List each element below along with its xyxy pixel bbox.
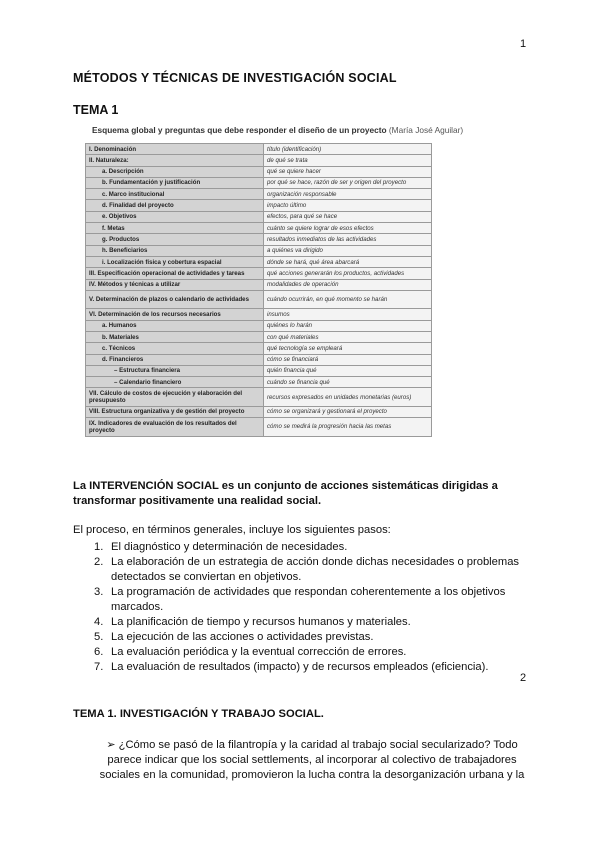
row-value: qué tecnología se empleará [264, 343, 432, 354]
list-item [73, 555, 543, 585]
row-label: IV. Métodos y técnicas a utilizar [86, 279, 264, 290]
intervention-definition: La INTERVENCIÓN SOCIAL es un conjunto de acciones sistemáticas dirigidas a transformar positivamente una realidad social. [73, 480, 498, 507]
table-row [86, 418, 432, 437]
document-title: MÉTODOS Y TÉCNICAS DE INVESTIGACIÓN SOCIAL [73, 71, 397, 85]
row-label: – Estructura financiera [86, 365, 264, 376]
step-text: La evaluación de resultados (impacto) y de recursos empleados (eficiencia). [111, 661, 489, 673]
tema1-heading: TEMA 1. INVESTIGACIÓN Y TRABAJO SOCIAL. [73, 708, 324, 720]
figure-caption [92, 125, 463, 135]
row-label: II. Naturaleza: [86, 155, 264, 166]
row-label: VIII. Estructura organizativa y de gestión del proyecto [86, 406, 264, 417]
project-schema-table [85, 143, 432, 437]
row-value: recursos expresados en unidades monetarias (euros) [264, 388, 432, 407]
row-value: qué se quiere hacer [264, 166, 432, 177]
row-value: resultados inmediatos de las actividades [264, 234, 432, 245]
row-label: I. Denominación [86, 144, 264, 155]
row-value: título (identificación) [264, 144, 432, 155]
step-number: 7. [94, 661, 104, 673]
list-item [73, 660, 543, 675]
row-value: organización responsable [264, 189, 432, 200]
row-value: cómo se medirá la progresión hacia las metas [264, 418, 432, 437]
table-row [86, 343, 432, 354]
step-number: 4. [94, 616, 104, 628]
row-value: con qué materiales [264, 331, 432, 342]
row-label: f. Metas [86, 223, 264, 234]
row-value: cómo se organizará y gestionará el proyecto [264, 406, 432, 417]
row-value: quiénes lo harán [264, 320, 432, 331]
step-number: 1. [94, 541, 104, 553]
row-label: i. Localización física y cobertura espacial [86, 256, 264, 267]
list-item [73, 615, 543, 630]
row-label: VI. Determinación de los recursos necesarios [86, 309, 264, 320]
row-value: a quiénes va dirigido [264, 245, 432, 256]
row-label: b. Fundamentación y justificación [86, 177, 264, 188]
row-value: por qué se hace, razón de ser y origen del proyecto [264, 177, 432, 188]
table-row [86, 211, 432, 222]
table-row [86, 144, 432, 155]
table-row [86, 268, 432, 279]
step-number: 2. [94, 556, 104, 568]
tema-heading: TEMA 1 [73, 103, 119, 117]
list-item [73, 630, 543, 645]
table-row [86, 177, 432, 188]
table-row [86, 189, 432, 200]
tema1-paragraph [93, 738, 531, 783]
table-row [86, 234, 432, 245]
row-label: – Calendario financiero [86, 377, 264, 388]
table-row [86, 279, 432, 290]
figure-author: (María José Aguilar) [388, 125, 464, 135]
row-label: c. Marco institucional [86, 189, 264, 200]
table-row [86, 200, 432, 211]
row-value: cómo se financiará [264, 354, 432, 365]
row-value: cuánto se quiere lograr de esos efectos [264, 223, 432, 234]
row-value: dónde se hará, qué área abarcará [264, 256, 432, 267]
table-row [86, 365, 432, 376]
step-text: La evaluación periódica y la eventual corrección de errores. [111, 646, 407, 658]
step-number: 6. [94, 646, 104, 658]
table-row [86, 155, 432, 166]
row-label: III. Especificación operacional de actividades y tareas [86, 268, 264, 279]
step-text: La elaboración de un estrategia de acción donde dichas necesidades o problemas detectados se conviertan en objetivos. [111, 556, 520, 583]
row-label: e. Objetivos [86, 211, 264, 222]
row-label: IX. Indicadores de evaluación de los resultados del proyecto [86, 418, 264, 437]
table-row [86, 331, 432, 342]
process-steps-list [73, 540, 543, 675]
row-label: d. Finalidad del proyecto [86, 200, 264, 211]
list-item [73, 645, 543, 660]
arrow-bullet-icon: ➢ [106, 739, 116, 751]
row-label: h. Beneficiarios [86, 245, 264, 256]
row-label: g. Productos [86, 234, 264, 245]
row-value: efectos, para qué se hace [264, 211, 432, 222]
table-row [86, 406, 432, 417]
page-number-2: 2 [520, 672, 527, 684]
row-label: c. Técnicos [86, 343, 264, 354]
row-value: cuándo ocurrirán, en qué momento se harán [264, 290, 432, 309]
row-label: a. Descripción [86, 166, 264, 177]
table-row [86, 245, 432, 256]
row-value: quién financia qué [264, 365, 432, 376]
table-row [86, 256, 432, 267]
row-label: VII. Cálculo de costos de ejecución y elaboración del presupuesto [86, 388, 264, 407]
step-text: El diagnóstico y determinación de necesidades. [111, 541, 348, 553]
table-row [86, 223, 432, 234]
row-label: V. Determinación de plazos o calendario de actividades [86, 290, 264, 309]
table-row [86, 320, 432, 331]
step-number: 5. [94, 631, 104, 643]
process-intro: El proceso, en términos generales, incluye los siguientes pasos: [73, 524, 391, 536]
step-number: 3. [94, 586, 104, 598]
row-value: cuándo se financia qué [264, 377, 432, 388]
page-number-1: 1 [520, 38, 527, 50]
row-value: insumos [264, 309, 432, 320]
row-value: impacto último [264, 200, 432, 211]
table-row [86, 166, 432, 177]
tema1-paragraph-text: ¿Cómo se pasó de la filantropía y la caridad al trabajo social secularizado? Todo parece indicar que los social settlements, al incorporar al colectivo de trabajadores sociales en la comunidad, promovieron la lucha contra la desorganización urbana y la [99, 739, 525, 781]
table-row [86, 377, 432, 388]
table-row [86, 290, 432, 309]
row-label: b. Materiales [86, 331, 264, 342]
step-text: La programación de actividades que respondan coherentemente a los objetivos marcados. [111, 586, 506, 613]
table-row [86, 388, 432, 407]
table-row [86, 309, 432, 320]
row-value: de qué se trata [264, 155, 432, 166]
row-label: d. Financieros [86, 354, 264, 365]
row-value: modalidades de operación [264, 279, 432, 290]
list-item [73, 585, 543, 615]
row-value: qué acciones generarán los productos, actividades [264, 268, 432, 279]
figure-caption-text: Esquema global y preguntas que debe responder el diseño de un proyecto [92, 125, 387, 135]
list-item [73, 540, 543, 555]
step-text: La ejecución de las acciones o actividades previstas. [111, 631, 374, 643]
step-text: La planificación de tiempo y recursos humanos y materiales. [111, 616, 411, 628]
table-row [86, 354, 432, 365]
row-label: a. Humanos [86, 320, 264, 331]
